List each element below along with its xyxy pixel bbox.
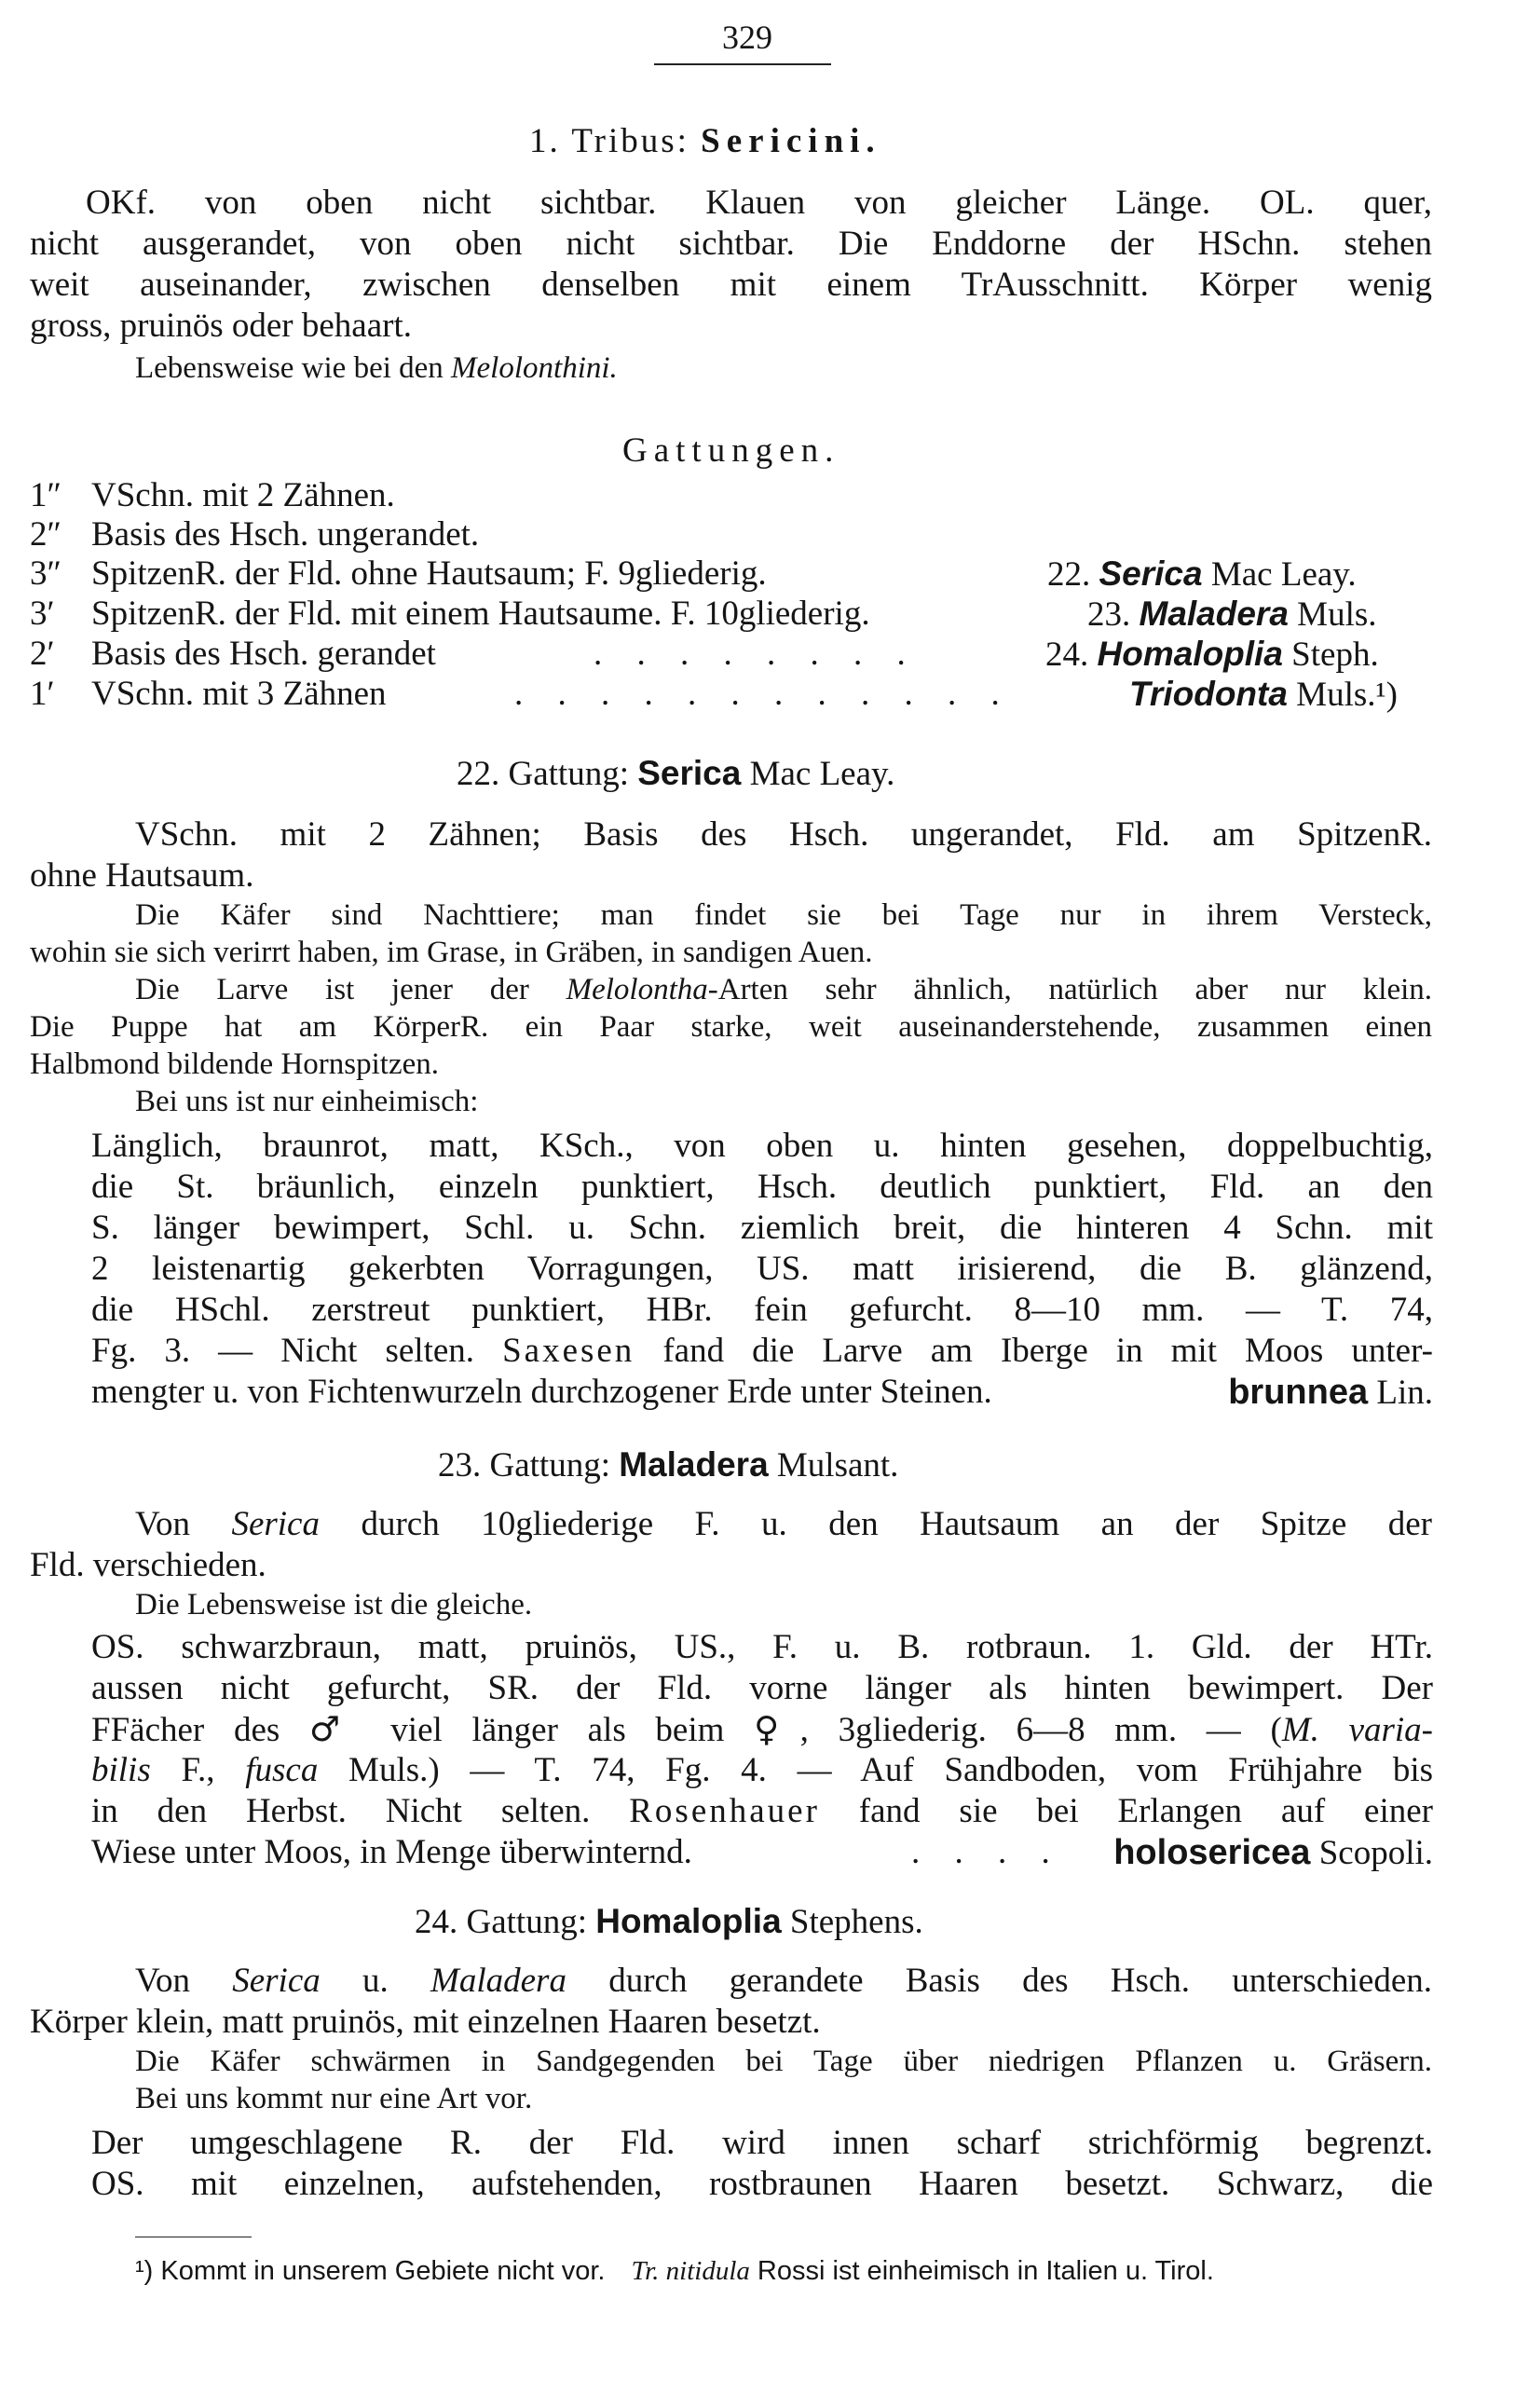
- key-genus: Homaloplia: [1097, 635, 1283, 673]
- species-author: Lin.: [1376, 1374, 1433, 1412]
- g24-p: Bei uns kommt nur eine Art vor.: [135, 2082, 533, 2115]
- g24-desc-1: Der umgeschlagene R. der Fld. wird innen scharf strichförmig begrenzt.: [91, 2124, 1433, 2162]
- female-symbol: ♀: [754, 1709, 800, 1749]
- genus-22-heading-name: Serica: [637, 754, 742, 792]
- g22-desc-5: die HSchl. zerstreut punktiert, HBr. fein gefurcht. 8—10 mm. — T. 74,: [91, 1291, 1433, 1329]
- person-name: Saxesen: [502, 1332, 635, 1370]
- genus-22-heading-pre: 22. Gattung:: [457, 755, 638, 793]
- key-row-1: [30, 475, 395, 516]
- text: durch gerandete Basis des Hsch. unterschieden.: [566, 1962, 1433, 2000]
- g24-diag-2: Körper klein, matt pruinös, mit einzelnen Haaren besetzt.: [30, 2003, 821, 2041]
- g22-desc-3: S. länger bewimpert, Schl. u. Schn. ziemlich breit, die hinteren 4 Schn. mit: [91, 1209, 1433, 1247]
- genus-24-heading: [415, 1901, 923, 1943]
- text: Muls.) — T. 74, Fg. 4. — Auf Sandboden, vom Frühjahre bis: [318, 1751, 1433, 1789]
- footnote: [135, 2255, 1214, 2287]
- key-text: Basis des Hsch. ungerandet.: [91, 515, 480, 554]
- g22-diag-1: VSchn. mit 2 Zähnen; Basis des Hsch. ungerandet, Fld. am SpitzenR.: [135, 815, 1432, 854]
- key-text: VSchn. mit 2 Zähnen.: [91, 476, 395, 514]
- key-row-4: [30, 594, 1437, 635]
- g22-desc-1: Länglich, braunrot, matt, KSch., von oben u. hinten gesehen, doppelbuchtig,: [91, 1127, 1433, 1165]
- tribe-text-line-4: gross, pruinös oder behaart.: [30, 307, 412, 345]
- key-ref: 24.: [1045, 636, 1089, 674]
- footnote-text: Kommt in unserem Gebiete nicht vor.: [153, 2256, 606, 2286]
- italic-genus: Maladera: [430, 1962, 566, 2000]
- tribe-name: Sericini.: [701, 122, 881, 160]
- key-num: 1″: [30, 476, 61, 514]
- key-genus: Serica: [1099, 554, 1203, 593]
- italic-genus: Serica: [232, 1962, 321, 2000]
- genus-author: Mulsant.: [768, 1446, 899, 1484]
- genus-name: Maladera: [619, 1445, 769, 1484]
- species-author: Scopoli.: [1318, 1834, 1433, 1872]
- header-rule: [654, 63, 831, 65]
- g23-desc-2: aussen nicht gefurcht, SR. der Fld. vorne länger als hinten bewimpert. Der: [91, 1669, 1433, 1707]
- g22-p3: Bei uns ist nur einheimisch:: [135, 1085, 479, 1118]
- footnote-italic: Tr. nitidula: [631, 2256, 750, 2286]
- key-text: VSchn. mit 3 Zähnen: [91, 675, 387, 713]
- genus-22-heading-author: Mac Leay.: [741, 755, 895, 793]
- genus-23-heading: [438, 1444, 898, 1486]
- key-row-5: [30, 634, 1437, 675]
- key-author: Mac Leay.: [1210, 555, 1357, 594]
- text: Fg. 3. — Nicht selten.: [91, 1332, 503, 1370]
- italic-synonym: M. varia-: [1281, 1711, 1434, 1749]
- g23-diag-1: [135, 1504, 1432, 1545]
- text: u.: [320, 1962, 431, 2000]
- key-author: Muls.: [1297, 595, 1377, 634]
- species-name: holosericea: [1113, 1833, 1311, 1872]
- text: Wiese unter Moos, in Menge überwinternd.: [91, 1833, 692, 1871]
- tribe-life: [135, 349, 618, 387]
- italic-genus: Melolontha: [566, 973, 708, 1006]
- text: fand sie bei Erlangen auf einer: [819, 1792, 1433, 1830]
- g22-desc-4: 2 leistenartig gekerbten Vorragungen, US. matt irisierend, die B. glänzend,: [91, 1250, 1433, 1288]
- key-text: Basis des Hsch. gerandet: [91, 635, 436, 673]
- key-num: 3′: [30, 595, 55, 633]
- text: F.,: [150, 1751, 246, 1789]
- key-ref: 22.: [1047, 555, 1091, 594]
- key-genus: Triodonta: [1129, 675, 1288, 713]
- page-number: 329: [722, 19, 772, 56]
- text: 23. Gattung:: [438, 1446, 620, 1484]
- g22-p2-1: [135, 971, 1432, 1008]
- text: Von: [135, 1505, 232, 1543]
- person-name: Rosenhauer: [629, 1792, 820, 1830]
- tribe-label: 1. Tribus:: [529, 122, 702, 160]
- italic-synonym: bilis: [91, 1751, 151, 1789]
- g24-diag-1: [135, 1961, 1432, 2002]
- g24-desc-2: OS. mit einzelnen, aufstehenden, rostbraunen Haaren besetzt. Schwarz, die: [91, 2165, 1433, 2203]
- text: durch 10gliederige F. u. den Hautsaum an der Spitze der: [319, 1505, 1433, 1543]
- g23-desc-3: [91, 1709, 1433, 1751]
- key-row-6: [30, 674, 1437, 715]
- key-num: 3″: [30, 554, 61, 593]
- key-author: Steph.: [1291, 636, 1379, 674]
- key-dots: . . . . . . . . . . . .: [514, 675, 1013, 713]
- g23-desc-1: OS. schwarzbraun, matt, pruinös, US., F. u. B. rotbraun. 1. Gld. der HTr.: [91, 1628, 1433, 1666]
- g23-diag-2: Fld. verschieden.: [30, 1546, 266, 1584]
- key-text: SpitzenR. der Fld. ohne Hautsaum; F. 9gliederig.: [91, 554, 767, 593]
- g22-p1-2: wohin sie sich verirrt haben, im Grase, in Gräben, in sandigen Auen.: [30, 936, 873, 969]
- genus-22-heading: [457, 753, 894, 795]
- tribe-heading: [529, 121, 881, 162]
- g22-diag-2: ohne Hautsaum.: [30, 856, 254, 895]
- text: , 3gliederig. 6—8 mm. — (: [799, 1711, 1282, 1749]
- tribe-text-line-2: nicht ausgerandet, von oben nicht sichtbar. Die Enddorne der HSchn. stehen: [30, 225, 1432, 263]
- g22-desc-2: die St. bräunlich, einzeln punktiert, Hsch. deutlich punktiert, Fld. an den: [91, 1168, 1433, 1206]
- g23-desc-4: [91, 1750, 1433, 1791]
- italic-genus: Serica: [231, 1505, 320, 1543]
- footnote-mark: ¹): [135, 2256, 154, 2286]
- text: Die Larve ist jener der: [135, 973, 566, 1006]
- tribe-life-italic: Melolonthini.: [451, 351, 618, 385]
- male-symbol: ♂: [308, 1709, 362, 1749]
- genus-name: Homaloplia: [595, 1902, 782, 1940]
- tribe-text-line-3: weit auseinander, zwischen denselben mit einem TrAusschnitt. Körper wenig: [30, 266, 1432, 304]
- key-num: 2″: [30, 515, 61, 554]
- tribe-life-text: Lebensweise wie bei den: [135, 351, 452, 385]
- g22-desc-6: [91, 1331, 1433, 1372]
- species-name: brunnea: [1228, 1373, 1369, 1412]
- text: viel länger als beim: [361, 1711, 755, 1749]
- g23-life: Die Lebensweise ist die gleiche.: [135, 1588, 533, 1621]
- key-num: 1′: [30, 675, 55, 713]
- key-dots: . . . . . . . .: [594, 635, 919, 673]
- g22-p1-1: Die Käfer sind Nachttiere; man findet sie bei Tage nur in ihrem Versteck,: [135, 898, 1432, 932]
- text: -Arten sehr ähnlich, natürlich aber nur klein.: [707, 973, 1433, 1006]
- key-text: SpitzenR. der Fld. mit einem Hautsaume. F. 10gliederig.: [91, 595, 870, 633]
- genera-heading: Gattungen.: [622, 431, 840, 470]
- g22-p2-2: Die Puppe hat am KörperR. ein Paar starke, weit auseinanderstehende, zusammen einen: [30, 1010, 1432, 1044]
- text: fand die Larve am Iberge in mit Moos unter-: [635, 1332, 1433, 1370]
- key-num: 2′: [30, 635, 55, 673]
- g22-p2-3: Halbmond bildende Hornspitzen.: [30, 1047, 439, 1081]
- g24-life: Die Käfer schwärmen in Sandgegenden bei Tage über niedrigen Pflanzen u. Gräsern.: [135, 2045, 1432, 2078]
- genus-author: Stephens.: [781, 1903, 923, 1941]
- italic-synonym: fusca: [245, 1751, 319, 1789]
- g23-desc-5: [91, 1791, 1433, 1832]
- key-row-2: [30, 514, 479, 555]
- leader-dots: . . . .: [911, 1833, 1063, 1871]
- key-row-3: [30, 554, 1437, 595]
- tribe-text-line-1: OKf. von oben nicht sichtbar. Klauen von gleicher Länge. OL. quer,: [86, 184, 1432, 222]
- key-author: Muls.¹): [1296, 676, 1398, 714]
- text: mengter u. von Fichtenwurzeln durchzogener Erde unter Steinen.: [91, 1373, 992, 1411]
- footnote-rest: Rossi ist einheimisch in Italien u. Tirol.: [749, 2256, 1214, 2286]
- g22-desc-7: [91, 1372, 1433, 1413]
- text: 24. Gattung:: [415, 1903, 596, 1941]
- text: Von: [135, 1962, 233, 2000]
- key-genus: Maladera: [1139, 595, 1289, 633]
- key-ref: 23.: [1087, 595, 1131, 634]
- g23-desc-6: [91, 1832, 1433, 1873]
- text: in den Herbst. Nicht selten.: [91, 1792, 630, 1830]
- text: FFächer des: [91, 1711, 309, 1749]
